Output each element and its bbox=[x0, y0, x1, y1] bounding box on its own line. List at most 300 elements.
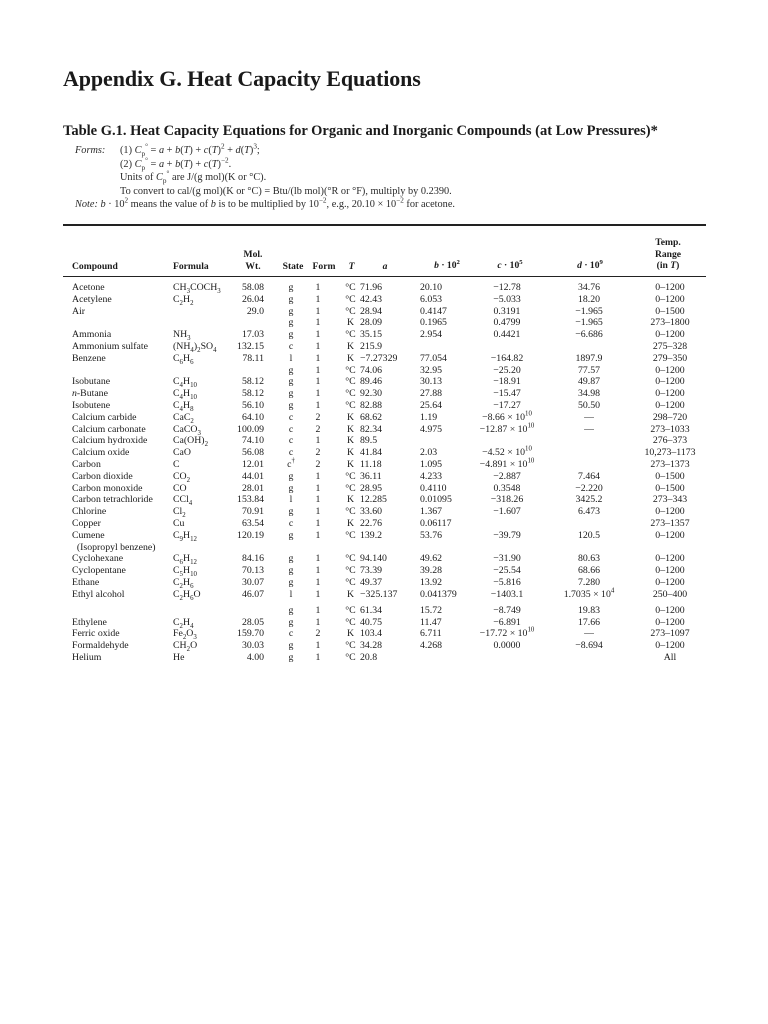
coef-b-cell: 30.13 bbox=[420, 376, 443, 388]
temp-range-cell: 0–1200 bbox=[655, 577, 685, 588]
compound-cell: Carbon bbox=[72, 459, 101, 470]
temp-unit-cell: K bbox=[346, 628, 355, 640]
formula-cell: $CH_2O$ bbox=[173, 640, 198, 654]
formula-cell: $C_5H_{10}$ bbox=[173, 565, 197, 579]
form-cell: 1 bbox=[315, 577, 321, 588]
coef-c-cell: −1403.1 bbox=[490, 588, 524, 600]
mol-wt-cell: 70.13 bbox=[241, 565, 264, 577]
table-row bbox=[0, 494, 768, 506]
compound-cell: Ammonium sulfate bbox=[72, 341, 148, 352]
state-cell: c bbox=[288, 447, 294, 459]
mol-wt-cell: 74.10 bbox=[241, 435, 264, 447]
table-row bbox=[0, 424, 768, 436]
temp-range-cell: 0–1500 bbox=[655, 470, 685, 482]
formula-cell: $CH_3COCH_3$ bbox=[173, 282, 221, 295]
compound-cell: Cumene bbox=[72, 529, 105, 541]
temp-unit-cell: °C bbox=[345, 529, 356, 541]
coef-a-cell: 34.28 bbox=[360, 640, 383, 652]
conversion-text: To convert to cal/(g mol)(K or °C) = Btu/(lb mol)(°R or °F), multiply by 0.2390. bbox=[120, 185, 452, 197]
coef-c-cell: −2.887 bbox=[493, 470, 521, 482]
coef-c-cell: $-17.72 \times 10^{10}$ bbox=[479, 627, 535, 640]
form-2-line bbox=[75, 158, 715, 172]
temp-unit-cell: °C bbox=[345, 470, 356, 482]
formula-cell: $C_6H_6$ bbox=[173, 352, 194, 366]
temp-range-cell: 273–1357 bbox=[650, 518, 690, 529]
coef-a-cell: 61.34 bbox=[360, 604, 383, 616]
temp-unit-cell: °C bbox=[345, 616, 356, 628]
form-cell: 1 bbox=[315, 482, 321, 494]
coef-c-cell: −31.90 bbox=[493, 553, 521, 565]
temp-range-cell: 276–373 bbox=[652, 435, 688, 447]
temp-unit-cell: K bbox=[346, 459, 355, 470]
coef-c-cell: −164.82 bbox=[490, 352, 524, 364]
coef-d-cell: 3425.2 bbox=[575, 494, 603, 506]
table-row bbox=[0, 518, 768, 530]
coef-c-cell: 0.0000 bbox=[493, 640, 521, 652]
formula-cell: Cu bbox=[173, 518, 185, 529]
coef-d-cell: −1.965 bbox=[575, 317, 603, 329]
table-row bbox=[0, 400, 768, 412]
formula-cell: CaCO$_3$ bbox=[173, 423, 201, 437]
coef-d-cell: 120.5 bbox=[577, 529, 601, 541]
temp-unit-cell: °C bbox=[345, 482, 356, 494]
coef-c-cell: −5.033 bbox=[493, 293, 521, 305]
table-row bbox=[0, 565, 768, 577]
form-cell: 1 bbox=[315, 604, 321, 616]
state-cell: g bbox=[288, 388, 294, 400]
temp-range-cell: 0–1200 bbox=[655, 329, 685, 341]
header-temp-range: Temp. Range (in T) bbox=[654, 237, 682, 271]
formula-cell: $C_4H_{10}$ bbox=[173, 388, 197, 402]
mol-wt-cell: 29.0 bbox=[246, 305, 264, 317]
formula-cell: $C_6H_{12}$ bbox=[173, 553, 197, 567]
table-row bbox=[0, 412, 768, 424]
header-t: T bbox=[348, 261, 355, 272]
form-cell: 1 bbox=[315, 317, 321, 329]
formula-cell: $C_4H_8$ bbox=[173, 400, 194, 413]
table-row bbox=[0, 376, 768, 388]
state-cell: c bbox=[288, 411, 294, 423]
table-row bbox=[0, 530, 768, 542]
mol-wt-cell: 4.00 bbox=[246, 651, 264, 663]
coef-a-cell: −7.27329 bbox=[360, 352, 398, 364]
compound-cell: Ammonia bbox=[72, 329, 112, 341]
table-row bbox=[0, 341, 768, 353]
coef-c-cell: 0.4799 bbox=[493, 317, 521, 329]
coef-c-cell: −12.78 bbox=[493, 282, 521, 293]
table-row bbox=[0, 577, 768, 589]
table-header bbox=[0, 228, 768, 276]
coef-d-cell: 17.66 bbox=[577, 616, 601, 628]
appendix-title: Appendix G. Heat Capacity Equations bbox=[63, 66, 421, 91]
compound-cell: Formaldehyde bbox=[72, 640, 129, 652]
coef-b-cell: 2.03 bbox=[420, 447, 438, 459]
table-row bbox=[0, 640, 768, 652]
temp-unit-cell: K bbox=[346, 411, 355, 423]
header-compound: Compound bbox=[72, 261, 118, 272]
compound-cell: Ethane bbox=[72, 577, 100, 588]
temp-unit-cell: K bbox=[346, 447, 355, 459]
table-row bbox=[0, 542, 768, 554]
coef-b-cell: 0.4147 bbox=[420, 305, 447, 317]
coef-b-cell: 6.053 bbox=[420, 293, 443, 305]
coef-a-cell: 33.60 bbox=[360, 506, 383, 518]
compound-cell: Carbon monoxide bbox=[72, 482, 143, 494]
table-row bbox=[0, 329, 768, 341]
formula-cell: $C_2H_4$ bbox=[173, 616, 194, 630]
table-row bbox=[0, 471, 768, 483]
compound-cell: Chlorine bbox=[72, 506, 107, 518]
state-cell: g bbox=[288, 376, 294, 388]
form-cell: 1 bbox=[315, 352, 321, 364]
table-row bbox=[0, 553, 768, 565]
compound-cell: Carbon tetrachloride bbox=[72, 494, 153, 506]
temp-unit-cell: K bbox=[346, 435, 355, 447]
coef-b-cell: 1.19 bbox=[420, 411, 438, 423]
coef-d-cell: — bbox=[584, 423, 594, 435]
formula-cell: $Fe_2O_3$ bbox=[173, 628, 197, 642]
mol-wt-cell: 120.19 bbox=[237, 529, 264, 541]
mol-wt-cell: 63.54 bbox=[241, 518, 264, 529]
state-cell: c bbox=[288, 341, 294, 352]
temp-range-cell: 279–350 bbox=[652, 352, 688, 364]
coef-a-cell: 215.9 bbox=[360, 341, 383, 352]
mol-wt-cell: 100.09 bbox=[237, 423, 264, 435]
temp-unit-cell: °C bbox=[345, 565, 356, 577]
state-cell: c bbox=[288, 518, 294, 529]
coef-b-cell: 4.975 bbox=[420, 423, 443, 435]
units-text: Units of $C_p^\circ$ are J/(g mol)(K or °C). bbox=[120, 169, 267, 186]
coef-a-cell: 82.88 bbox=[360, 400, 383, 411]
compound-cell: (Isopropyl benzene) bbox=[72, 541, 156, 553]
coef-d-cell: −8.694 bbox=[575, 640, 603, 652]
formula-cell: $C_9H_{12}$ bbox=[173, 529, 197, 543]
table-row bbox=[0, 589, 768, 601]
temp-unit-cell: °C bbox=[345, 651, 356, 663]
temp-range-cell: 273–1033 bbox=[650, 423, 690, 435]
temp-range-cell: 0–1200 bbox=[655, 388, 685, 400]
temp-range-cell: 250–400 bbox=[652, 588, 688, 600]
coef-b-cell: 27.88 bbox=[420, 388, 443, 400]
temp-unit-cell: K bbox=[346, 518, 355, 529]
note-line bbox=[75, 198, 715, 212]
mol-wt-cell: 46.07 bbox=[241, 588, 264, 600]
state-cell: g bbox=[288, 305, 294, 317]
mol-wt-cell: 84.16 bbox=[241, 553, 264, 565]
coef-b-cell: 0.01095 bbox=[420, 494, 452, 506]
table-header-rule bbox=[63, 276, 706, 277]
temp-range-cell: 0–1200 bbox=[655, 293, 685, 305]
coef-c-cell: −15.47 bbox=[493, 388, 521, 400]
form-cell: 1 bbox=[315, 293, 321, 305]
temp-range-cell: 0–1500 bbox=[655, 305, 685, 317]
form-cell: 2 bbox=[315, 628, 321, 640]
state-cell: g bbox=[288, 640, 294, 652]
state-cell: g bbox=[288, 470, 294, 482]
temp-range-cell: 273–1097 bbox=[650, 628, 690, 640]
coef-d-cell: 1897.9 bbox=[575, 352, 603, 364]
coef-d-cell: 7.280 bbox=[577, 577, 601, 588]
state-cell: g bbox=[288, 293, 294, 305]
coef-d-cell: 34.98 bbox=[577, 388, 601, 400]
coef-b-cell: 0.06117 bbox=[420, 518, 452, 529]
coef-b-cell: 25.64 bbox=[420, 400, 443, 411]
temp-range-cell: 275–328 bbox=[652, 341, 688, 352]
table-top-rule bbox=[63, 224, 706, 226]
coef-b-cell: 15.72 bbox=[420, 604, 443, 616]
coef-a-cell: 22.76 bbox=[360, 518, 383, 529]
coef-a-cell: 92.30 bbox=[360, 388, 383, 400]
mol-wt-cell: 132.15 bbox=[237, 341, 264, 352]
temp-range-cell: 0–1200 bbox=[655, 553, 685, 565]
coef-b-cell: 1.095 bbox=[420, 459, 443, 470]
state-cell: g bbox=[288, 364, 294, 376]
mol-wt-cell: 58.12 bbox=[241, 376, 264, 388]
mol-wt-cell: 44.01 bbox=[241, 470, 264, 482]
form-cell: 1 bbox=[315, 640, 321, 652]
compound-cell: Ethyl alcohol bbox=[72, 588, 125, 600]
formula-cell: $CO_2$ bbox=[173, 470, 191, 484]
coef-b-cell: 2.954 bbox=[420, 329, 443, 341]
coef-d-cell: — bbox=[584, 411, 594, 423]
table-row bbox=[0, 317, 768, 329]
coef-a-cell: 89.46 bbox=[360, 376, 383, 388]
state-cell: g bbox=[288, 282, 294, 293]
coef-b-cell: 6.711 bbox=[420, 628, 442, 640]
temp-range-cell: 0–1200 bbox=[655, 565, 685, 577]
coef-b-cell: 11.47 bbox=[420, 616, 442, 628]
temp-range-cell: 273–1373 bbox=[650, 459, 690, 470]
state-cell: c† bbox=[287, 457, 295, 470]
temp-unit-cell: °C bbox=[345, 577, 356, 588]
compound-cell: Acetone bbox=[72, 282, 105, 293]
compound-cell: Cyclopentane bbox=[72, 565, 126, 577]
mol-wt-cell: 26.04 bbox=[241, 293, 264, 305]
compound-cell: Calcium hydroxide bbox=[72, 435, 148, 447]
coef-b-cell: 77.054 bbox=[420, 352, 447, 364]
mol-wt-cell: 17.03 bbox=[241, 329, 264, 341]
state-cell: g bbox=[288, 565, 294, 577]
table-row bbox=[0, 447, 768, 459]
table-row bbox=[0, 652, 768, 664]
temp-unit-cell: °C bbox=[345, 329, 356, 341]
compound-cell: Isobutene bbox=[72, 400, 111, 411]
form-cell: 2 bbox=[315, 423, 321, 435]
coef-c-cell: −39.79 bbox=[493, 529, 521, 541]
coef-a-cell: 73.39 bbox=[360, 565, 383, 577]
coef-d-cell: −1.965 bbox=[575, 305, 603, 317]
form-1-equation: (1) $C_p^\circ = a + b(T) + c(T)^2 + d(T)^3$; bbox=[120, 142, 260, 159]
header-state: State bbox=[282, 261, 304, 272]
temp-range-cell: 0–1200 bbox=[655, 400, 685, 411]
table-row bbox=[0, 282, 768, 294]
form-cell: 1 bbox=[315, 329, 321, 341]
state-cell: g bbox=[288, 651, 294, 663]
form-cell: 1 bbox=[315, 364, 321, 376]
table-row bbox=[0, 353, 768, 365]
temp-unit-cell: °C bbox=[345, 388, 356, 400]
coef-b-cell: 0.1965 bbox=[420, 317, 447, 329]
temp-range-cell: 0–1200 bbox=[655, 376, 685, 388]
coef-b-cell: 0.041379 bbox=[420, 588, 457, 600]
form-1-line bbox=[75, 144, 715, 158]
table-row bbox=[0, 435, 768, 447]
units-line bbox=[75, 171, 715, 185]
coef-c-cell: −6.891 bbox=[493, 616, 521, 628]
mol-wt-cell: 153.84 bbox=[237, 494, 264, 506]
coef-a-cell: 71.96 bbox=[360, 282, 383, 293]
formula-cell: CCl$_4$ bbox=[173, 494, 193, 508]
mol-wt-cell: 30.07 bbox=[241, 577, 264, 588]
temp-unit-cell: K bbox=[346, 423, 355, 435]
form-cell: 1 bbox=[315, 388, 321, 400]
table-row bbox=[0, 294, 768, 306]
coef-a-cell: 28.94 bbox=[360, 305, 383, 317]
temp-unit-cell: °C bbox=[345, 282, 356, 293]
temp-unit-cell: °C bbox=[345, 364, 356, 376]
table-row bbox=[0, 617, 768, 629]
coef-c-cell: −8.749 bbox=[493, 604, 521, 616]
formula-cell: C bbox=[173, 459, 180, 470]
compound-cell: Isobutane bbox=[72, 376, 111, 388]
coef-a-cell: 89.5 bbox=[360, 435, 378, 447]
formula-cell: $NH_3$ bbox=[173, 329, 191, 343]
coef-c-cell: $-12.87 \times 10^{10}$ bbox=[479, 422, 535, 435]
form-cell: 1 bbox=[315, 529, 321, 541]
coef-d-cell: −6.686 bbox=[575, 329, 603, 341]
formula-cell: CO bbox=[173, 482, 187, 494]
state-cell: g bbox=[288, 616, 294, 628]
compound-cell: Benzene bbox=[72, 352, 106, 364]
temp-unit-cell: °C bbox=[345, 604, 356, 616]
coef-c-cell: −1.607 bbox=[493, 506, 521, 518]
mol-wt-cell: 70.91 bbox=[241, 506, 264, 518]
coef-c-cell: 0.3548 bbox=[493, 482, 521, 494]
temp-range-cell: 0–1200 bbox=[655, 640, 685, 652]
state-cell: g bbox=[288, 317, 294, 329]
coef-b-cell: 13.92 bbox=[420, 577, 443, 588]
equation-notes bbox=[75, 144, 715, 212]
header-d: $d \cdot 10^9$ bbox=[577, 258, 603, 271]
temp-unit-cell: °C bbox=[345, 293, 356, 305]
state-cell: g bbox=[288, 604, 294, 616]
coef-b-cell: 4.268 bbox=[420, 640, 443, 652]
compound-cell: Cyclohexane bbox=[72, 553, 124, 565]
header-form: Form bbox=[312, 261, 336, 272]
state-cell: l bbox=[289, 352, 293, 364]
form-cell: 1 bbox=[315, 341, 321, 352]
coef-a-cell: 11.18 bbox=[360, 459, 382, 470]
temp-unit-cell: K bbox=[346, 317, 355, 329]
compound-cell: Ferric oxide bbox=[72, 628, 120, 640]
coef-c-cell: −318.26 bbox=[490, 494, 524, 506]
formula-cell: $Ca(OH)_2$ bbox=[173, 435, 208, 449]
formula-cell: He bbox=[173, 651, 185, 663]
coef-a-cell: 42.43 bbox=[360, 293, 383, 305]
form-cell: 2 bbox=[315, 411, 321, 423]
temp-unit-cell: °C bbox=[345, 640, 356, 652]
coef-a-cell: 94.140 bbox=[360, 553, 387, 565]
table-row bbox=[0, 306, 768, 318]
temp-unit-cell: °C bbox=[345, 553, 356, 565]
state-cell: g bbox=[288, 400, 294, 411]
header-c: $c \cdot 10^5$ bbox=[497, 258, 523, 271]
temp-unit-cell: K bbox=[346, 588, 355, 600]
mol-wt-cell: 30.03 bbox=[241, 640, 264, 652]
mol-wt-cell: 56.10 bbox=[241, 400, 264, 411]
temp-unit-cell: °C bbox=[345, 305, 356, 317]
compound-cell: Helium bbox=[72, 651, 102, 663]
form-cell: 1 bbox=[315, 651, 321, 663]
coef-c-cell: 0.4421 bbox=[493, 329, 521, 341]
coef-b-cell: 39.28 bbox=[420, 565, 443, 577]
coef-a-cell: 28.09 bbox=[360, 317, 383, 329]
note-text: Note: $b \cdot 10^2$ means the value of b is to be multiplied by $10^{-2}$, e.g., $20.10 \times 10^{-2}$ for acetone. bbox=[75, 196, 455, 211]
mol-wt-cell: 28.01 bbox=[241, 482, 264, 494]
conversion-line bbox=[75, 185, 715, 199]
coef-a-cell: 41.84 bbox=[360, 447, 383, 459]
formula-cell: $C_4H_{10}$ bbox=[173, 376, 197, 390]
coef-a-cell: 49.37 bbox=[360, 577, 383, 588]
temp-range-cell: All bbox=[663, 651, 677, 663]
coef-a-cell: 40.75 bbox=[360, 616, 383, 628]
coef-b-cell: 32.95 bbox=[420, 364, 443, 376]
form-cell: 2 bbox=[315, 459, 321, 470]
mol-wt-cell: 78.11 bbox=[242, 352, 264, 364]
coef-c-cell: −5.816 bbox=[493, 577, 521, 588]
form-cell: 1 bbox=[315, 616, 321, 628]
form-cell: 1 bbox=[315, 470, 321, 482]
coef-a-cell: 103.4 bbox=[360, 628, 383, 640]
temp-range-cell: 0–1200 bbox=[655, 529, 685, 541]
form-cell: 1 bbox=[315, 435, 321, 447]
state-cell: g bbox=[288, 482, 294, 494]
form-cell: 1 bbox=[315, 494, 321, 506]
mol-wt-cell: 58.12 bbox=[241, 388, 264, 400]
temp-range-cell: 0–1200 bbox=[655, 282, 685, 293]
temp-unit-cell: °C bbox=[345, 376, 356, 388]
coef-a-cell: 20.8 bbox=[360, 651, 378, 663]
coef-a-cell: 139.2 bbox=[360, 529, 383, 541]
header-formula: Formula bbox=[173, 261, 209, 272]
coef-d-cell: 50.50 bbox=[577, 400, 601, 411]
temp-range-cell: 0–1200 bbox=[655, 364, 685, 376]
coef-c-cell: $-4.891 \times 10^{10}$ bbox=[479, 457, 535, 470]
temp-unit-cell: K bbox=[346, 352, 355, 364]
state-cell: c bbox=[288, 435, 294, 447]
state-cell: g bbox=[288, 529, 294, 541]
coef-d-cell: 6.473 bbox=[577, 506, 601, 518]
compound-cell: Calcium carbonate bbox=[72, 423, 146, 435]
coef-c-cell: −18.91 bbox=[493, 376, 521, 388]
header-mol-wt: Mol. Wt. bbox=[243, 249, 263, 272]
temp-unit-cell: K bbox=[346, 494, 355, 506]
form-cell: 2 bbox=[315, 447, 321, 459]
formula-cell: $C_2H_6O$ bbox=[173, 588, 201, 602]
state-cell: c bbox=[288, 628, 294, 640]
table-row bbox=[0, 459, 768, 471]
temp-range-cell: 0–1500 bbox=[655, 482, 685, 494]
coef-d-cell: 80.63 bbox=[577, 553, 601, 565]
header-a: a bbox=[382, 261, 388, 272]
forms-label: Forms: bbox=[75, 145, 106, 156]
compound-cell: Air bbox=[72, 305, 86, 317]
coef-d-cell: 68.66 bbox=[577, 565, 601, 577]
form-cell: 1 bbox=[315, 565, 321, 577]
coef-c-cell: $-4.52 \times 10^{10}$ bbox=[482, 445, 532, 459]
temp-unit-cell: K bbox=[346, 341, 355, 352]
temp-range-cell: 273–1800 bbox=[650, 317, 690, 329]
